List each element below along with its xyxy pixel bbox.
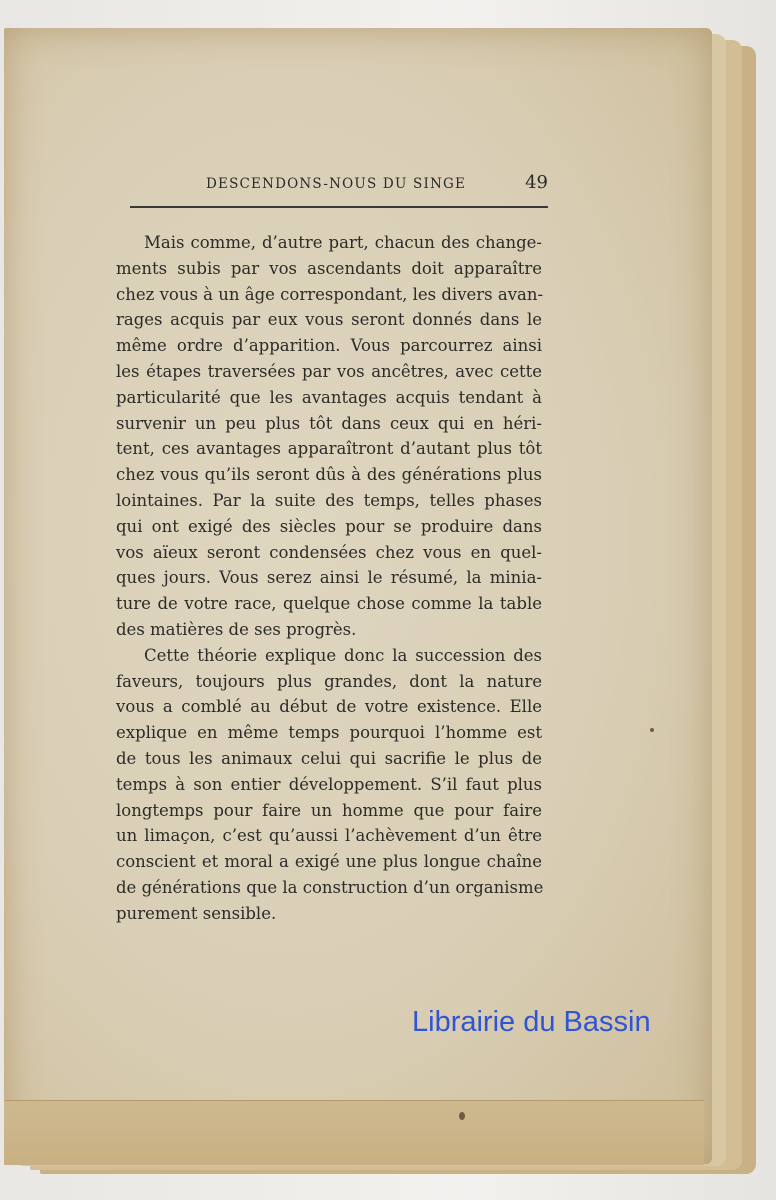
text-line: faveurs, toujours plus grandes, dont la nature: [116, 671, 542, 691]
text-line: purement sensible.: [116, 903, 277, 923]
text-line: Mais comme, d’autre part, chacun des change-: [144, 233, 542, 252]
text-line: chez vous qu’ils seront dûs à des générations plus: [116, 465, 542, 485]
text-line: tent, ces avantages apparaîtront d’autant plus tôt: [116, 439, 542, 459]
text-line: particularité que les avantages acquis tendant à: [116, 387, 542, 407]
text-line: temps à son entier développement. S’il faut plus: [116, 774, 542, 794]
text-line: ques jours. Vous serez ainsi le résumé, la minia-: [116, 568, 542, 588]
page-body: [116, 230, 542, 927]
paper-speck: [459, 1112, 465, 1120]
text-line: longtemps pour faire un homme que pour faire: [116, 800, 542, 820]
page-header: [130, 172, 548, 202]
text-line: conscient et moral a exigé une plus longue chaîne: [116, 852, 542, 872]
text-line: des matières de ses progrès.: [116, 619, 357, 639]
text-line: chez vous à un âge correspondant, les divers avan-: [116, 284, 544, 304]
watermark: Librairie du Bassin: [412, 1006, 651, 1038]
page-fold: [4, 1100, 704, 1165]
header-rule: [130, 206, 548, 208]
text-line: un limaçon, c’est qu’aussi l’achèvement d’un être: [116, 826, 542, 846]
page-number: 49: [525, 172, 548, 193]
text-line: lointaines. Par la suite des temps, telles phases: [116, 490, 542, 510]
running-title: DESCENDONS-NOUS DU SINGE: [206, 176, 467, 192]
paragraph: [116, 643, 542, 927]
text-line: ture de votre race, quelque chose comme la table: [116, 594, 542, 614]
paper-speck: [650, 728, 654, 732]
text-line: qui ont exigé des siècles pour se produire dans: [116, 516, 542, 536]
text-line: rages acquis par eux vous seront donnés dans le: [116, 310, 542, 330]
text-line: de tous les animaux celui qui sacrifie le plus de: [116, 748, 542, 768]
text-line: de générations que la construction d’un organisme: [116, 877, 544, 897]
text-line: explique en même temps pourquoi l’homme est: [116, 723, 542, 743]
text-line: Cette théorie explique donc la succession des: [144, 645, 542, 665]
paragraph: [116, 230, 542, 643]
text-line: survenir un peu plus tôt dans ceux qui en héri-: [116, 413, 542, 433]
text-line: vos aïeux seront condensées chez vous en quel-: [116, 542, 542, 562]
text-line: les étapes traversées par vos ancêtres, avec cette: [116, 361, 542, 381]
text-line: vous a comblé au début de votre existence. Elle: [116, 697, 542, 717]
text-line: ments subis par vos ascendants doit apparaître: [116, 258, 542, 278]
text-line: même ordre d’apparition. Vous parcourrez ainsi: [116, 336, 542, 356]
